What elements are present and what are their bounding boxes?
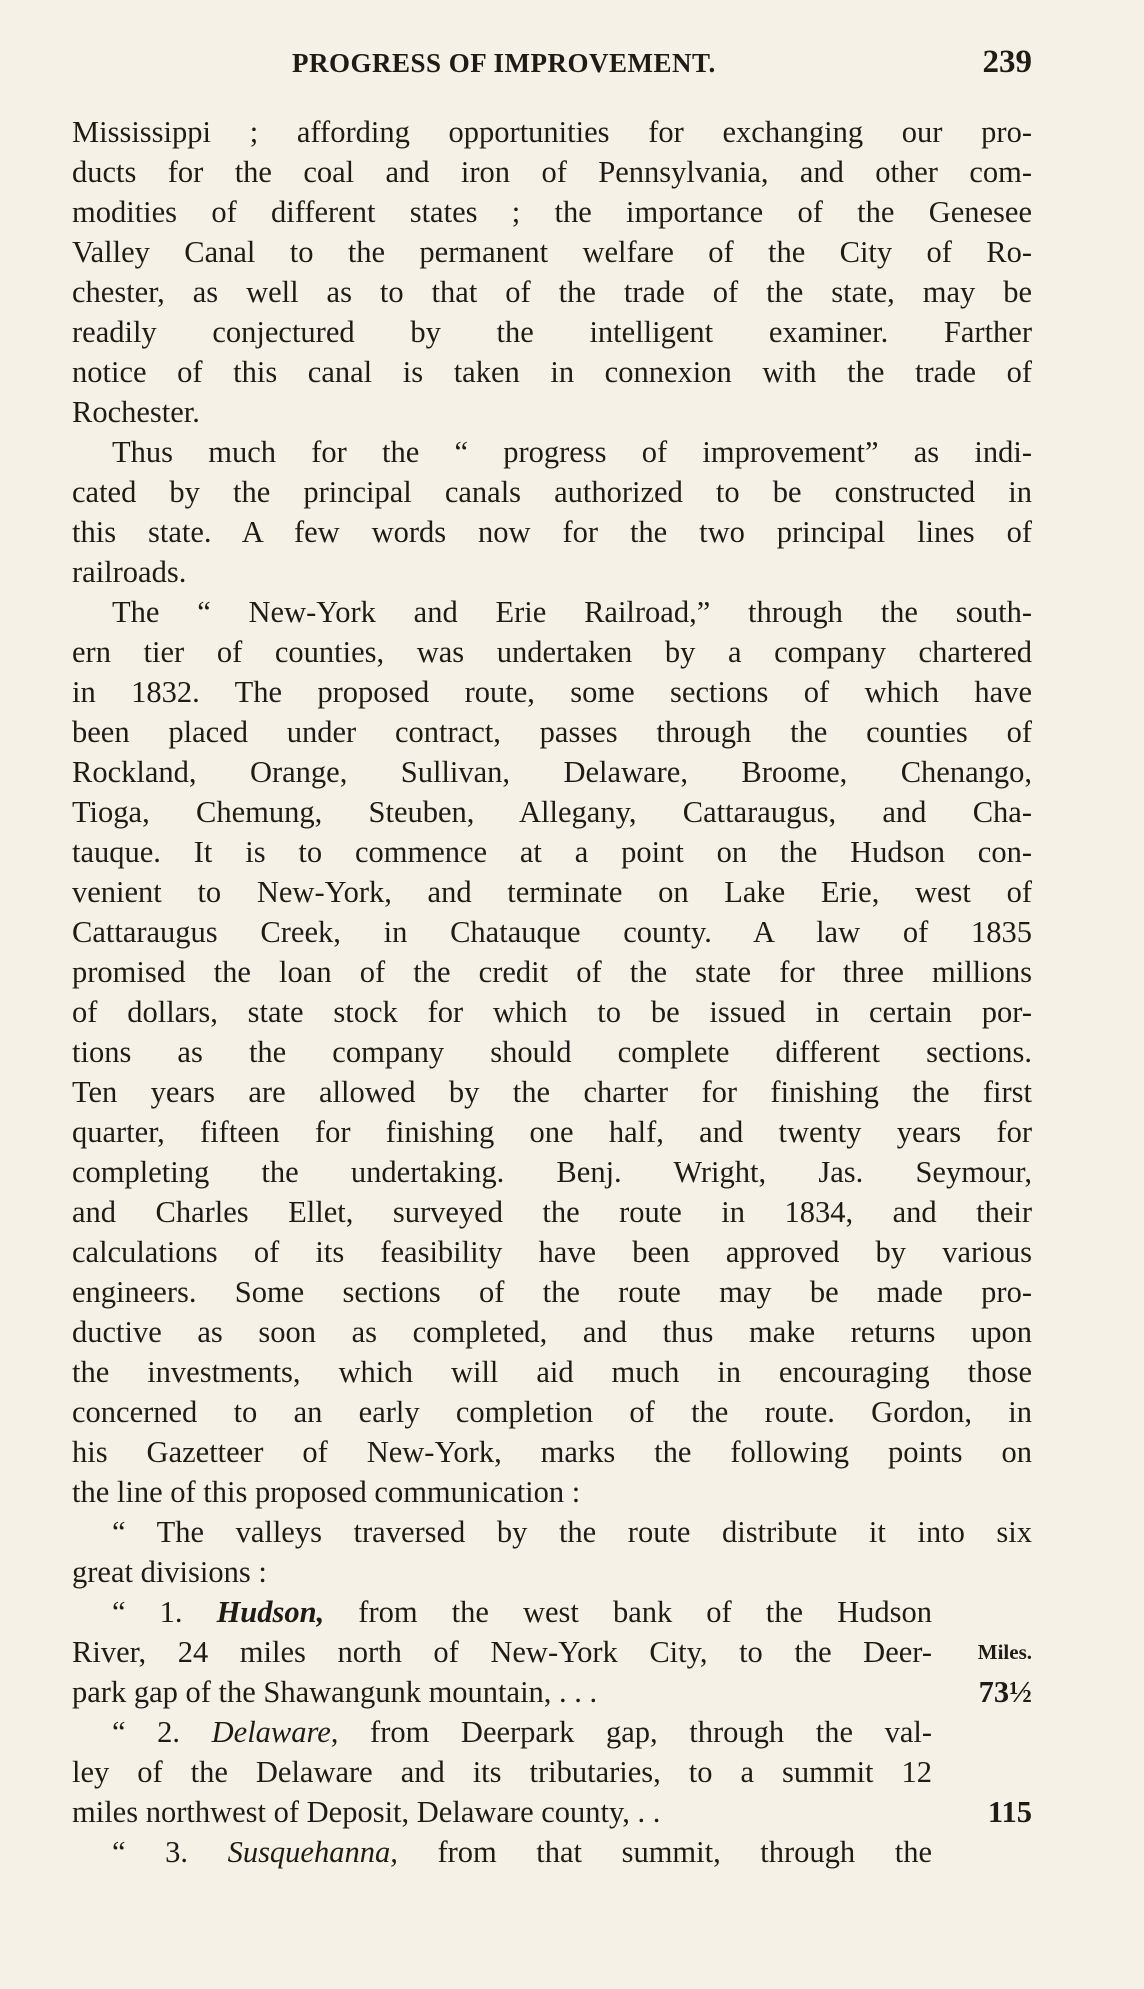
text-line: and Charles Ellet, surveyed the route in 1834, and their [72, 1195, 1032, 1229]
division-name: Susquehanna, [227, 1835, 398, 1869]
text-line: ern tier of counties, was undertaken by a company chartered [72, 635, 1032, 669]
division-line: from the west bank of the Hudson [358, 1595, 933, 1629]
text-line: of dollars, state stock for which to be issued in certain por- [72, 995, 1032, 1029]
text-line: completing the undertaking. Benj. Wright, Jas. Seymour, [72, 1155, 1032, 1189]
division-item-delaware-cont [72, 1752, 1032, 1792]
division-name: Hudson, [216, 1595, 325, 1629]
text-line: concerned to an early completion of the route. Gordon, in [72, 1395, 1032, 1429]
division-item-hudson-end [72, 1672, 1032, 1712]
text-line: modities of different states ; the importance of the Genesee [72, 195, 1032, 229]
division-number: “ 2. [112, 1715, 181, 1749]
text-line: railroads. [72, 555, 187, 589]
division-line: from Deerpark gap, through the val- [370, 1715, 933, 1749]
text-line: calculations of its feasibility have been approved by various [72, 1235, 1032, 1269]
text-line: Cattaraugus Creek, in Chatauque county. A law of 1835 [72, 915, 1032, 949]
division-number: “ 1. [112, 1595, 183, 1629]
body-text [72, 112, 1032, 1872]
text-line: Mississippi ; affording opportunities for exchanging our pro- [72, 115, 1032, 149]
text-line: cated by the principal canals authorized to be constructed in [72, 475, 1032, 509]
division-line: miles northwest of Deposit, Delaware county, . . [72, 1795, 661, 1829]
text-line: the line of this proposed communication : [72, 1475, 581, 1509]
text-line: promised the loan of the credit of the state for three millions [72, 955, 1032, 989]
division-line: from that summit, through the [437, 1835, 933, 1869]
text-line: tions as the company should complete different sections. [72, 1035, 1032, 1069]
text-line: quarter, fifteen for finishing one half, and twenty years for [72, 1115, 1032, 1149]
text-line: engineers. Some sections of the route may be made pro- [72, 1275, 1032, 1309]
division-item-hudson-cont [72, 1632, 1032, 1672]
text-line: venient to New-York, and terminate on Lake Erie, west of [72, 875, 1032, 909]
division-text [72, 1712, 932, 1752]
division-item-hudson [72, 1592, 1032, 1632]
text-line: The “ New-York and Erie Railroad,” through the south- [112, 595, 1032, 629]
text-line: this state. A few words now for the two principal lines of [72, 515, 1032, 549]
text-line: Ten years are allowed by the charter for finishing the first [72, 1075, 1032, 1109]
division-text [72, 1592, 932, 1632]
text-line: Tioga, Chemung, Steuben, Allegany, Cattaraugus, and Cha- [72, 795, 1032, 829]
division-number: “ 3. [112, 1835, 188, 1869]
text-line: Valley Canal to the permanent welfare of the City of Ro- [72, 235, 1032, 269]
text-line: in 1832. The proposed route, some sections of which have [72, 675, 1032, 709]
division-line: River, 24 miles north of New-York City, to the Deer- [72, 1635, 932, 1669]
division-line: ley of the Delaware and its tributaries, to a summit 12 [72, 1755, 932, 1789]
text-line: notice of this canal is taken in connexion with the trade of [72, 355, 1032, 389]
text-line: tauque. It is to commence at a point on the Hudson con- [72, 835, 1032, 869]
division-item-susquehanna [72, 1832, 1032, 1872]
division-line: park gap of the Shawangunk mountain, . . . [72, 1675, 598, 1709]
text-line: Rochester. [72, 395, 200, 429]
division-item-delaware-end [72, 1792, 1032, 1832]
division-item-delaware [72, 1712, 1032, 1752]
page-number: 239 [982, 44, 1032, 80]
text-line: his Gazetteer of New-York, marks the following points on [72, 1435, 1032, 1469]
text-line: the investments, which will aid much in encouraging those [72, 1355, 1032, 1389]
text-line: ducts for the coal and iron of Pennsylvania, and other com- [72, 155, 1032, 189]
running-head [72, 44, 1032, 84]
text-line: Rockland, Orange, Sullivan, Delaware, Broome, Chenango, [72, 755, 1032, 789]
miles-column-heading: Miles. [977, 1640, 1032, 1664]
division-miles: 73½ [978, 1675, 1032, 1709]
text-line: “ The valleys traversed by the route distribute it into six [112, 1515, 1032, 1549]
text-line: been placed under contract, passes through the counties of [72, 715, 1032, 749]
text-line: Thus much for the “ progress of improvement” as indi- [112, 435, 1032, 469]
running-title: PROGRESS OF IMPROVEMENT. [292, 48, 716, 78]
text-line: chester, as well as to that of the trade of the state, may be [72, 275, 1032, 309]
text-line: great divisions : [72, 1555, 267, 1589]
division-miles: 115 [987, 1795, 1032, 1829]
division-text [72, 1832, 932, 1872]
division-name: Delaware, [211, 1715, 339, 1749]
text-line: ductive as soon as completed, and thus make returns upon [72, 1315, 1032, 1349]
text-line: readily conjectured by the intelligent examiner. Farther [72, 315, 1032, 349]
